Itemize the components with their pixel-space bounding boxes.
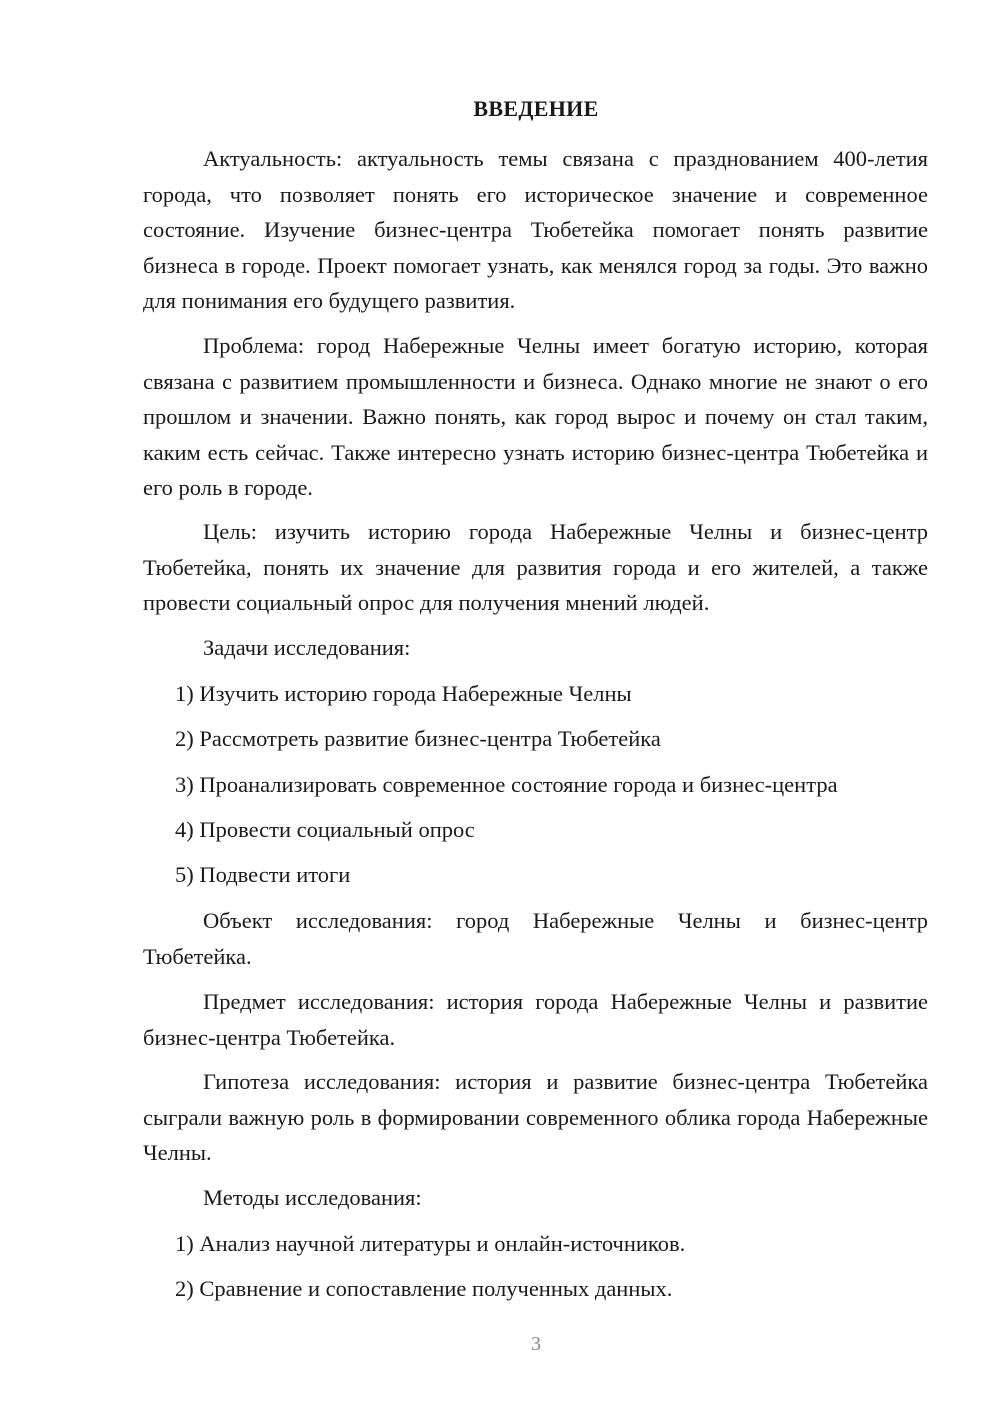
task-item-5: 5) Подвести итоги — [175, 862, 351, 887]
task-item-4: 4) Провести социальный опрос — [175, 817, 475, 842]
hypothesis-paragraph: Гипотеза исследования: история и развитие бизнес-центра Тюбетейка сыграли важную роль в формировании современного облика города Набережные Челны. — [143, 1069, 928, 1165]
relevance-paragraph: Актуальность: актуальность темы связана с празднованием 400-летия города, что позволяет понять его историческое значение и современное состояние. Изучение бизнес-центра Тюбетейка помогает понять развитие бизнеса в городе. Проект помогает узнать, как менялся город за годы. Это важно для понимания его будущего развития. — [143, 146, 928, 313]
task-item-1: 1) Изучить историю города Набережные Челны — [175, 681, 632, 706]
problem-paragraph: Проблема: город Набережные Челны имеет богатую историю, которая связана с развитием промышленности и бизнеса. Однако многие не знают о его прошлом и значении. Важно понять, как город вырос и почему он стал таким, каким есть сейчас. Также интересно узнать историю бизнес-центра Тюбетейка и его роль в городе. — [143, 333, 928, 500]
task-item-2: 2) Рассмотреть развитие бизнес-центра Тюбетейка — [175, 726, 661, 751]
page-title: ВВЕДЕНИЕ — [473, 96, 599, 121]
method-item-1: 1) Анализ научной литературы и онлайн-источников. — [175, 1231, 686, 1256]
methods-title: Методы исследования: — [203, 1185, 422, 1210]
goal-paragraph: Цель: изучить историю города Набережные Челны и бизнес-центр Тюбетейка, понять их значение для развития города и его жителей, а также провести социальный опрос для получения мнений людей. — [143, 519, 928, 615]
subject-paragraph: Предмет исследования: история города Набережные Челны и развитие бизнес-центра Тюбетейка. — [143, 989, 928, 1050]
object-paragraph: Объект исследования: город Набережные Челны и бизнес-центр Тюбетейка. — [143, 908, 928, 969]
method-item-2: 2) Сравнение и сопоставление полученных данных. — [175, 1276, 673, 1301]
tasks-title: Задачи исследования: — [203, 635, 411, 660]
page-number: 3 — [531, 1333, 541, 1355]
task-item-3: 3) Проанализировать современное состояние города и бизнес-центра — [175, 772, 838, 797]
